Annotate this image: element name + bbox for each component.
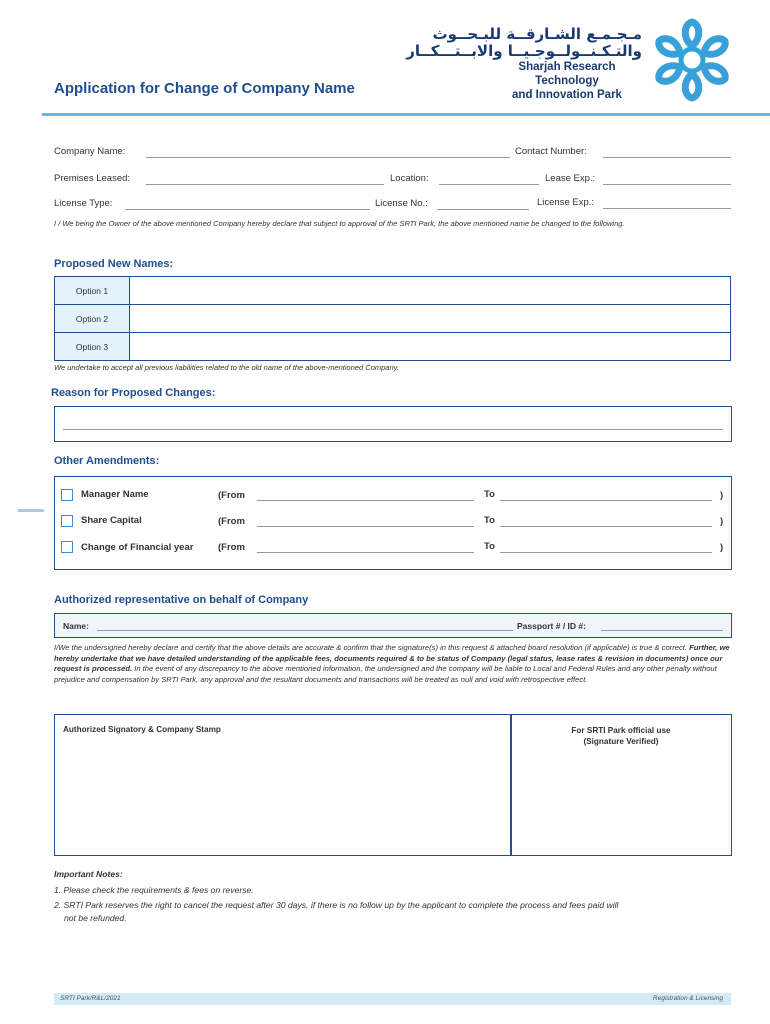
manager-from-field[interactable] (257, 500, 474, 501)
option-label: Option 3 (55, 333, 130, 361)
official-use-label (511, 725, 731, 747)
from-label: (From (218, 516, 245, 527)
license-type-label: License Type: (54, 198, 113, 209)
arabic-line-1: مـجـمـع الشـارقــة للبـحــوث (432, 25, 642, 43)
contact-number-field[interactable] (603, 157, 731, 158)
from-label: (From (218, 542, 245, 553)
company-name-field[interactable] (146, 157, 510, 158)
option-row (55, 277, 731, 305)
name-label: Name: (63, 621, 89, 631)
license-exp-label: License Exp.: (537, 197, 595, 208)
share-capital-from-field[interactable] (257, 526, 474, 527)
arabic-org-name (406, 26, 642, 60)
option-label: Option 1 (55, 277, 130, 305)
contact-number-label: Contact Number: (515, 146, 587, 157)
location-label: Location: (390, 173, 429, 184)
close-paren: ) (720, 490, 724, 501)
manager-name-checkbox[interactable] (61, 489, 73, 501)
header-divider (42, 113, 770, 116)
page-title: Application for Change of Company Name (54, 80, 355, 97)
option-3-input[interactable] (130, 333, 731, 361)
from-label: (From (218, 490, 245, 501)
arabic-line-2: والتـكـنــولــوجـيــا والابــتـــكــار (406, 42, 642, 60)
proposed-names-heading: Proposed New Names: (54, 258, 174, 270)
authorized-rep-heading: Authorized representative on behalf of Company (54, 594, 309, 606)
other-amendments-heading: Other Amendments: (54, 455, 160, 467)
share-capital-checkbox[interactable] (61, 515, 73, 527)
footer-department: Registration & Licensing (652, 995, 723, 1002)
reason-line (63, 429, 723, 430)
manager-name-label: Manager Name (81, 489, 149, 500)
footer-ref: SRTI Park/R&L/2021 (60, 995, 121, 1002)
close-paren: ) (720, 542, 724, 553)
to-label: To (484, 489, 495, 500)
license-type-field[interactable] (125, 209, 370, 210)
option-1-input[interactable] (130, 277, 731, 305)
important-notes-heading: Important Notes: (54, 869, 123, 879)
certification-bold: Further, we hereby undertake that we have detailed understanding of the applicable fees, documents required & to be status of Company (legal status, lease rates & revision in documents) once our request is processed. (54, 643, 730, 674)
note-1: 1. Please check the requirements & fees on reverse. (54, 885, 254, 895)
org-name-line-2: and Innovation Park (512, 89, 622, 101)
srti-logo-icon (650, 18, 734, 102)
to-label: To (484, 541, 495, 552)
financial-year-from-field[interactable] (257, 552, 474, 553)
reason-box[interactable] (54, 406, 732, 442)
location-field[interactable] (439, 184, 539, 185)
signatory-stamp-label: Authorized Signatory & Company Stamp (63, 725, 221, 734)
note-2-line-2: not be refunded. (64, 912, 127, 923)
financial-year-to-field[interactable] (500, 552, 712, 553)
share-capital-label: Share Capital (81, 515, 142, 526)
option-row (55, 305, 731, 333)
option-row (55, 333, 731, 361)
org-name-line-1: Sharjah Research Technology (518, 61, 616, 87)
manager-to-field[interactable] (500, 500, 712, 501)
note-2 (54, 899, 734, 924)
certification-paragraph (54, 643, 732, 685)
close-paren: ) (720, 516, 724, 527)
note-2-line-1: 2. SRTI Park reserves the right to cancel the request after 30 days, if there is no follow up by the applicant to complete the process and fees paid will (54, 900, 619, 910)
official-use-line-2: (Signature Verified) (583, 737, 659, 746)
license-no-label: License No.: (375, 198, 428, 209)
passport-field[interactable] (601, 630, 723, 631)
declaration-text: I / We being the Owner of the above mentioned Company hereby declare that subject to approval of the SRTI Park, the above mentioned name be changed to the following. (54, 219, 625, 228)
option-2-input[interactable] (130, 305, 731, 333)
financial-year-label: Change of Financial year (81, 542, 194, 553)
official-use-line-1: For SRTI Park official use (571, 726, 671, 735)
name-field[interactable] (97, 630, 513, 631)
org-name (492, 60, 642, 102)
proposed-names-table (54, 276, 731, 361)
footer-bar (54, 993, 731, 1005)
certification-part-2: In the event of any discrepancy to the above mentioned information, the undersigned and the company will be liable to Local and Federal Rules and any other penalty without prejudice and compensation by SRTI Park, any approval and the resultant documents and transactions will be treated as null and void with retrospective effect. (54, 664, 717, 684)
premises-leased-label: Premises Leased: (54, 173, 131, 184)
financial-year-checkbox[interactable] (61, 541, 73, 553)
lease-exp-field[interactable] (603, 184, 731, 185)
company-name-label: Company Name: (54, 146, 126, 157)
official-use-box (510, 714, 732, 856)
share-capital-to-field[interactable] (500, 526, 712, 527)
certification-part-1: I/We the undersigned hereby declare and certify that the above details are accurate & confirm that the signature(s) in this request & attached board resolution (if applicable) is true & correct. (54, 643, 690, 652)
license-no-field[interactable] (437, 209, 529, 210)
amendments-box (54, 476, 732, 570)
liabilities-note: We undertake to accept all previous liabilities related to the old name of the above-mentioned Company. (54, 363, 399, 372)
to-label: To (484, 515, 495, 526)
signatory-stamp-box[interactable] (54, 714, 512, 856)
side-marker (18, 509, 44, 512)
premises-leased-field[interactable] (146, 184, 384, 185)
reason-heading: Reason for Proposed Changes: (51, 387, 216, 399)
option-label: Option 2 (55, 305, 130, 333)
passport-label: Passport # / ID #: (517, 621, 586, 631)
lease-exp-label: Lease Exp.: (545, 173, 596, 184)
authorized-rep-box (54, 613, 732, 638)
license-exp-field[interactable] (603, 208, 731, 209)
